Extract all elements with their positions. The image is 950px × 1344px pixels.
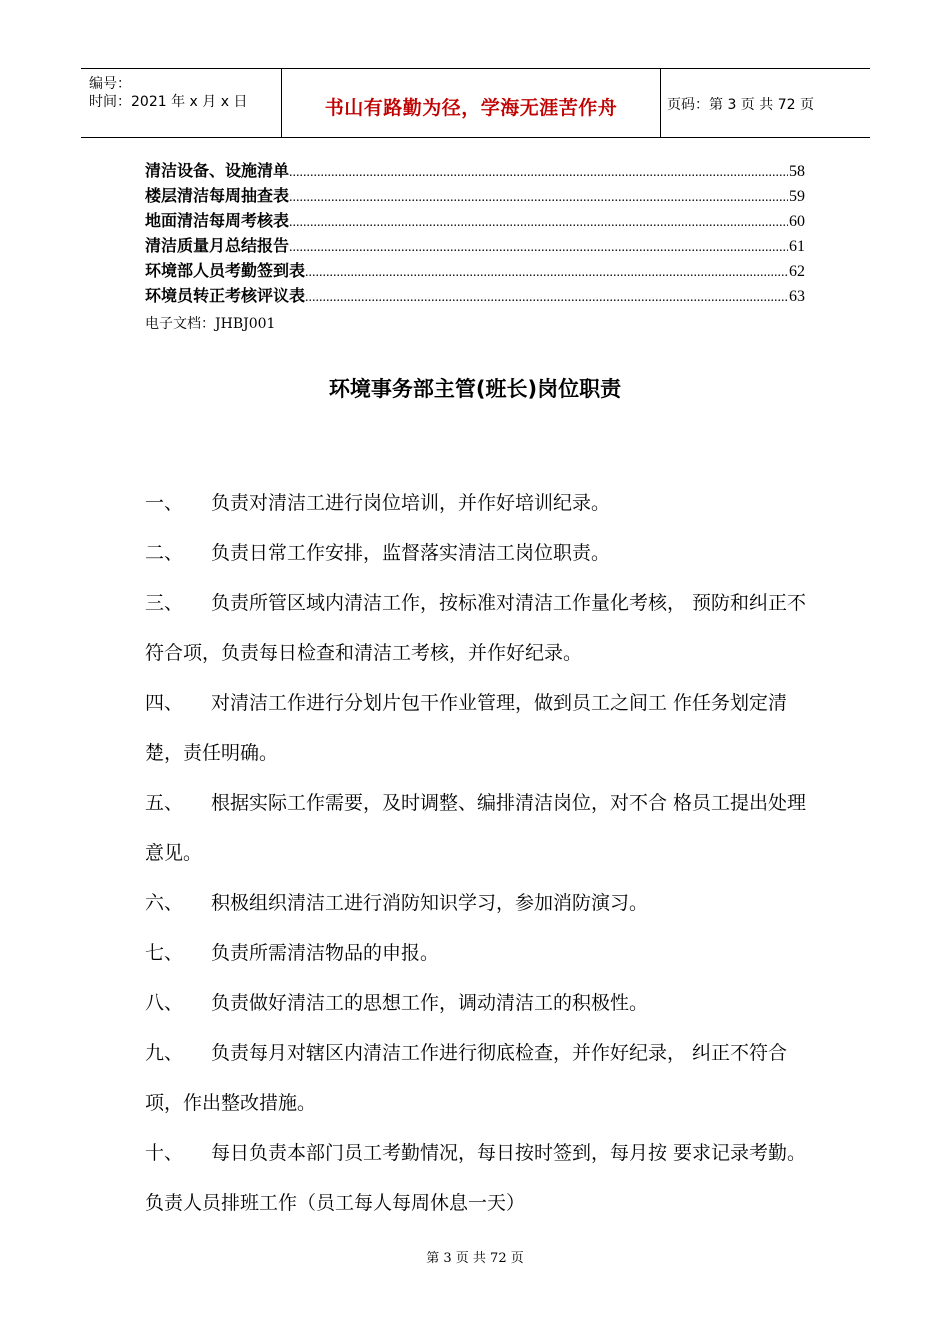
toc-page: 60: [789, 213, 805, 230]
duty-item: [145, 1028, 810, 1128]
duty-text: 对清洁工作进行分划片包干作业管理，做到员工之间工 作任务划定清楚，责任明确。: [145, 692, 788, 764]
duty-text: 积极组织清洁工进行消防知识学习，参加消防演习。: [211, 892, 649, 914]
toc-leader: [305, 265, 788, 281]
toc-title: 楼层清洁每周抽查表: [145, 186, 290, 205]
duty-number: 六、: [145, 892, 184, 914]
toc-page: 61: [789, 238, 805, 255]
header-page-cell: [659, 69, 870, 137]
header-motto-cell: [281, 69, 661, 137]
page-title: 环境事务部主管(班长)岗位职责: [328, 377, 622, 401]
duty-item: [145, 678, 810, 778]
toc-title: 清洁设备、设施清单: [145, 161, 290, 180]
serial-label: 编号：: [89, 76, 131, 92]
header-info-cell: [81, 69, 281, 137]
duty-number: 二、: [145, 542, 184, 564]
page-header: [81, 68, 870, 138]
duty-item: [145, 1128, 810, 1228]
duty-number: 四、: [145, 692, 184, 714]
toc-page: 62: [789, 263, 805, 280]
toc-item[interactable]: [145, 183, 805, 208]
toc-item[interactable]: [145, 208, 805, 233]
duty-item: [145, 778, 810, 878]
time-label: 时间：2021 年 x 月 x 日: [89, 94, 248, 110]
toc-leader: [289, 215, 788, 231]
motto: 书山有路勤为径，学海无涯苦作舟: [324, 97, 618, 119]
duty-text: 根据实际工作需要，及时调整、编排清洁岗位，对不合 格员工提出处理意见。: [145, 792, 807, 864]
duty-number: 三、: [145, 592, 184, 614]
toc-page: 63: [789, 288, 805, 305]
duty-item: [145, 478, 810, 528]
toc-item[interactable]: [145, 233, 805, 258]
table-of-contents: [145, 158, 805, 308]
duty-text: 负责所需清洁物品的申报。: [211, 942, 440, 964]
duty-list: [145, 478, 810, 1228]
duty-text: 负责所管区域内清洁工作，按标准对清洁工作量化考核， 预防和纠正不符合项，负责每日检查和清洁工考核，并作好纪录。: [145, 592, 807, 664]
toc-page: 58: [789, 163, 805, 180]
duty-number: 七、: [145, 942, 184, 964]
toc-leader: [289, 165, 788, 181]
page-label: 页码：第 3 页 共 72 页: [667, 97, 814, 113]
duty-item: [145, 928, 810, 978]
toc-leader: [289, 190, 788, 206]
duty-item: [145, 578, 810, 678]
toc-item[interactable]: [145, 283, 805, 308]
toc-title: 地面清洁每周考核表: [145, 211, 290, 230]
duty-number: 八、: [145, 992, 184, 1014]
duty-item: [145, 978, 810, 1028]
duty-text: 负责做好清洁工的思想工作，调动清洁工的积极性。: [211, 992, 649, 1014]
duty-number: 九、: [145, 1042, 184, 1064]
toc-item[interactable]: [145, 258, 805, 283]
duty-number: 十、: [145, 1142, 184, 1164]
document-number: 电子文档：JHBJ001: [145, 316, 276, 332]
page-footer: 第 3 页 共 72 页: [426, 1251, 524, 1266]
duty-text: 每日负责本部门员工考勤情况，每日按时签到，每月按 要求记录考勤。负责人员排班工作（员工每人每周休息一天）: [145, 1142, 807, 1214]
duty-text: 负责日常工作安排，监督落实清洁工岗位职责。: [211, 542, 611, 564]
toc-page: 59: [789, 188, 805, 205]
duty-number: 一、: [145, 492, 184, 514]
duty-text: 负责每月对辖区内清洁工作进行彻底检查，并作好纪录， 纠正不符合项，作出整改措施。: [145, 1042, 788, 1114]
duty-item: [145, 528, 810, 578]
toc-leader: [305, 290, 788, 306]
duty-text: 负责对清洁工进行岗位培训，并作好培训纪录。: [211, 492, 611, 514]
toc-item[interactable]: [145, 158, 805, 183]
toc-title: 环境部人员考勤签到表: [145, 261, 306, 280]
duty-item: [145, 878, 810, 928]
toc-leader: [289, 240, 788, 256]
toc-title: 环境员转正考核评议表: [145, 286, 306, 305]
toc-title: 清洁质量月总结报告: [145, 236, 290, 255]
duty-number: 五、: [145, 792, 184, 814]
